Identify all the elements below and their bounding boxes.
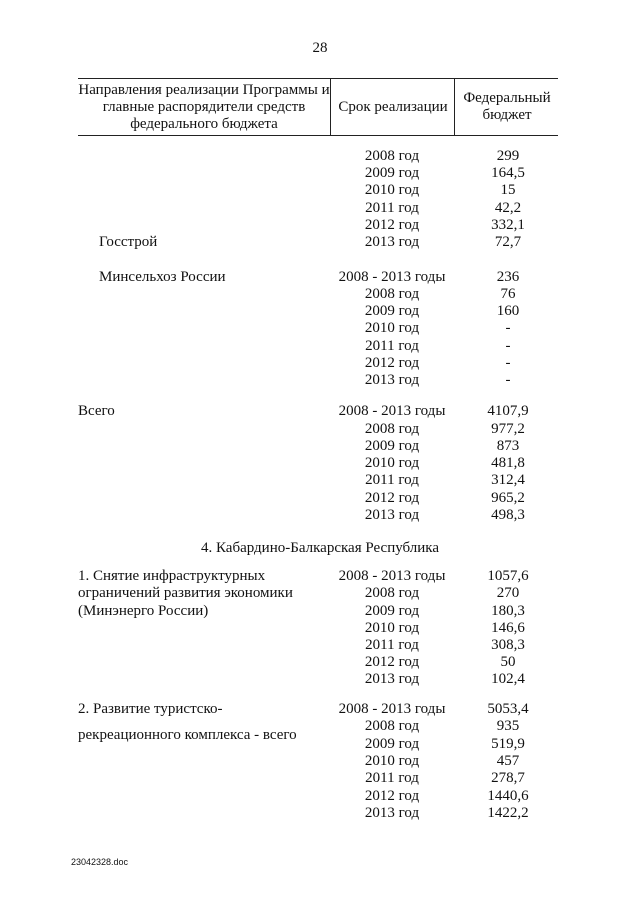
table-row [0,217,640,234]
row-value: 519,9 [491,736,525,752]
row-term: 2011 год [365,770,419,786]
row-term: 2009 год [364,736,420,752]
row-label: 2. Развитие туристско- [78,701,223,717]
header-federal-budget: Федеральный бюджет [454,79,559,135]
row-term: 2008 год [364,585,420,601]
table-row [0,372,640,389]
table-row [0,637,640,654]
row-value: 72,7 [494,234,522,250]
row-term: 2013 год [364,234,420,250]
row-term: 2012 год [364,355,420,371]
row-label: Минсельхоз России [99,269,226,285]
table-row [0,507,640,524]
row-label: 1. Снятие инфраструктурных [78,568,266,584]
table-row [0,438,640,455]
row-term: 2012 год [364,654,420,670]
table-row [0,165,640,182]
row-value: 278,7 [491,770,525,786]
table-row [0,234,640,251]
row-term: 2010 год [364,320,420,336]
row-value: 102,4 [491,671,525,687]
row-value: 312,4 [491,472,525,488]
row-term: 2013 год [364,671,420,687]
footer-filename: 23042328.doc [71,857,129,867]
row-value: 42,2 [494,200,522,216]
row-value: 1422,2 [487,805,529,821]
table-row [0,770,640,787]
table-row [0,421,640,438]
table-row [0,490,640,507]
row-term: 2009 год [364,165,420,181]
row-label: ограничений развития экономики [78,585,293,601]
header-term: Срок реализации [330,79,455,135]
table-row [0,355,640,372]
row-term: 2008 - 2013 годы [338,403,446,419]
table-row [0,269,640,286]
row-value: 299 [496,148,520,164]
table-row [0,338,640,355]
table-row [0,320,640,337]
table-row [0,671,640,688]
row-value: 332,1 [491,217,525,233]
row-term: 2011 год [365,338,419,354]
row-term: 2010 год [364,182,420,198]
table-header [78,78,558,136]
row-term: 2012 год [364,490,420,506]
row-value: 1057,6 [487,568,529,584]
row-term: 2008 год [364,148,420,164]
table-row [0,568,640,585]
row-term: 2008 - 2013 годы [338,701,446,717]
table-row [0,585,640,602]
row-term: 2010 год [364,620,420,636]
table-row [0,727,640,753]
section-title: 4. Кабардино-Балкарская Республика [200,540,440,556]
table-row [0,701,640,718]
row-value: - [505,320,511,336]
table-row [0,182,640,199]
row-value: 935 [496,718,520,734]
table-row [0,200,640,217]
page-number: 28 [312,40,328,56]
table-row [0,603,640,620]
row-value: 308,3 [491,637,525,653]
row-term: 2011 год [365,472,419,488]
row-term: 2011 год [365,200,419,216]
row-term: 2008 год [364,718,420,734]
row-value: 50 [500,654,516,670]
row-term: 2010 год [364,753,420,769]
row-term: 2008 год [364,286,420,302]
row-term: 2013 год [364,805,420,821]
row-value: 965,2 [491,490,525,506]
row-value: 236 [496,269,520,285]
row-label: (Минэнерго России) [78,603,209,619]
row-term: 2009 год [364,303,420,319]
row-value: - [505,372,511,388]
row-value: 4107,9 [487,403,529,419]
row-value: 457 [496,753,520,769]
row-value: 76 [500,286,516,302]
table-row [0,286,640,303]
row-value: 146,6 [491,620,525,636]
row-value: 977,2 [491,421,525,437]
row-term: 2009 год [364,603,420,619]
row-value: 481,8 [491,455,525,471]
table-row [0,788,640,805]
row-value: - [505,355,511,371]
row-value: 498,3 [491,507,525,523]
row-value: 1440,6 [487,788,529,804]
table-row [0,753,640,770]
row-label: рекреационного комплекса - всего [78,727,297,743]
table-row [0,805,640,822]
table-row [0,403,640,420]
table-row [0,303,640,320]
row-term: 2009 год [364,438,420,454]
row-term: 2012 год [364,217,420,233]
row-value: - [505,338,511,354]
row-term: 2013 год [364,507,420,523]
row-label: Всего [78,403,115,419]
row-term: 2013 год [364,372,420,388]
table-row [0,455,640,472]
table-row [0,472,640,489]
table-row [0,148,640,165]
row-term: 2008 - 2013 годы [338,269,446,285]
row-term: 2012 год [364,788,420,804]
row-value: 5053,4 [487,701,529,717]
row-label: Госстрой [99,234,158,250]
row-value: 270 [496,585,520,601]
row-term: 2011 год [365,637,419,653]
row-term: 2008 год [364,421,420,437]
row-term: 2010 год [364,455,420,471]
row-value: 160 [496,303,520,319]
row-value: 15 [500,182,516,198]
row-term: 2008 - 2013 годы [338,568,446,584]
header-directions: Направления реализации Программы и главные распорядители средств федерального бюджета [78,81,330,132]
row-value: 180,3 [491,603,525,619]
table-row [0,654,640,671]
row-value: 164,5 [491,165,525,181]
row-value: 873 [496,438,520,454]
table-row [0,620,640,637]
